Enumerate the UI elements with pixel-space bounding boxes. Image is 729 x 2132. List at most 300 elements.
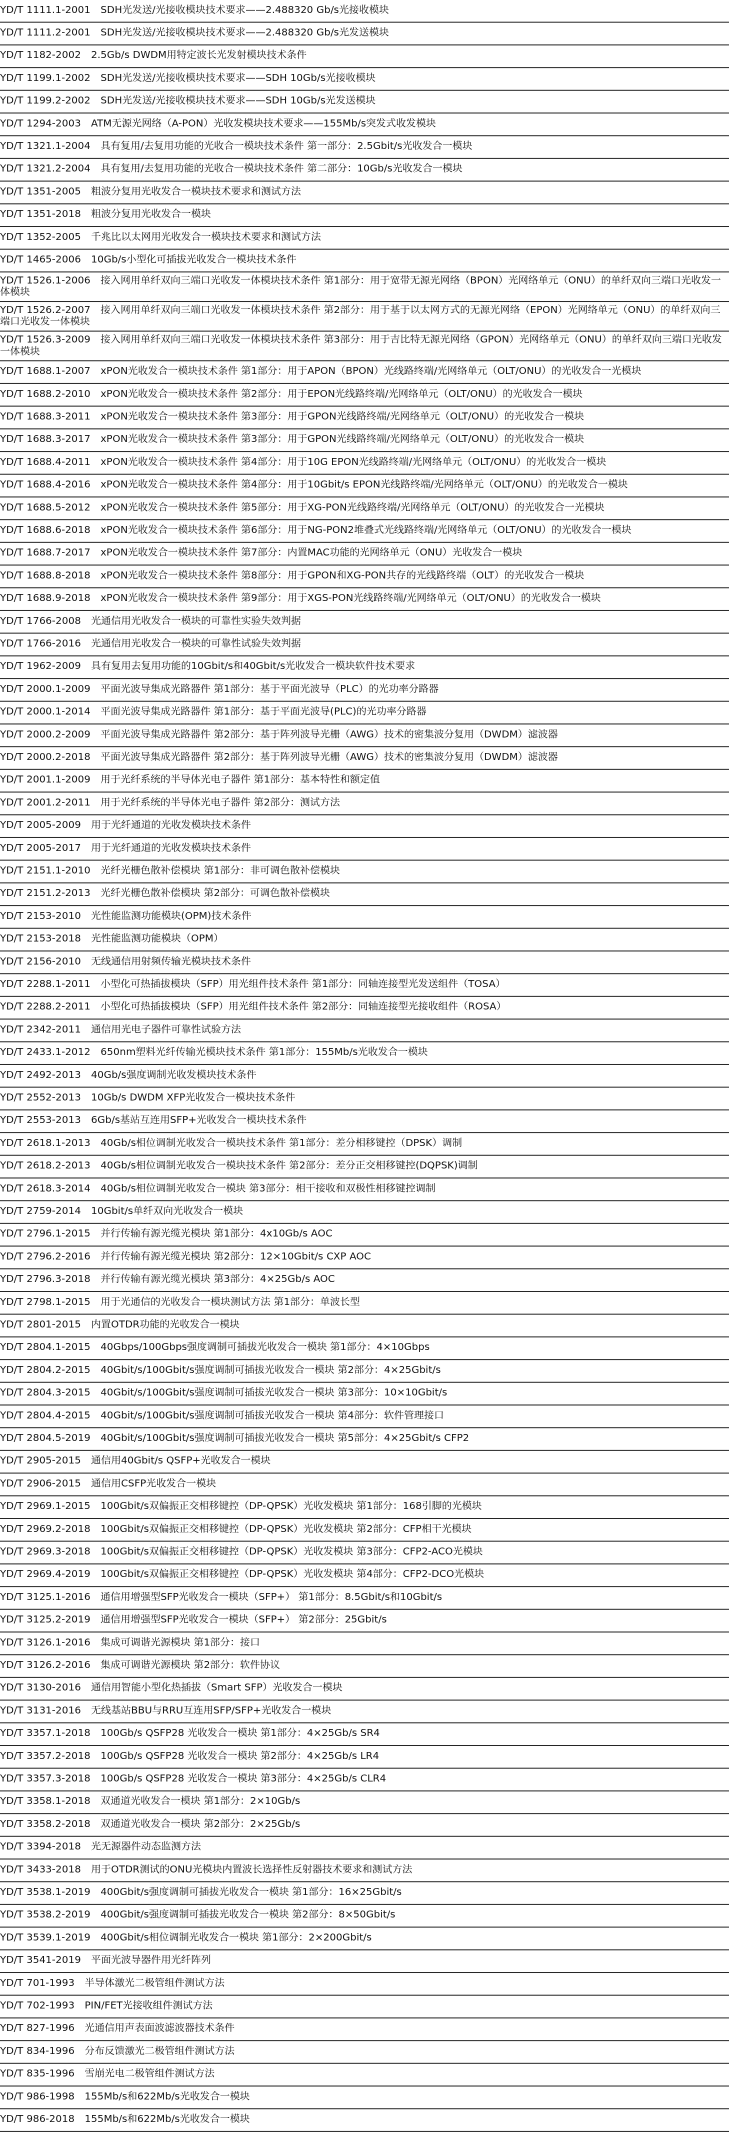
row-text: [0, 1297, 360, 1309]
table-row: [0, 227, 729, 250]
table-row: [0, 656, 729, 679]
standard-title: 用于光纤通道的光收发模块技术条件: [90, 842, 251, 854]
table-row: [0, 906, 729, 929]
row-text: [0, 729, 558, 741]
standard-code: YD/T 2798.1-2015: [0, 1296, 91, 1308]
standard-title: 光性能监测功能模块（OPM）: [90, 933, 224, 945]
row-text: [0, 187, 301, 199]
row-text: [0, 275, 725, 298]
standard-code: YD/T 2552-2013: [0, 1092, 81, 1104]
table-row: [0, 1133, 729, 1156]
standard-title: 光通信用光收发合一模块的可靠性实验失效判据: [90, 615, 301, 627]
table-row: [0, 1065, 729, 1088]
standard-title: 光无源器件动态监测方法: [90, 1841, 201, 1853]
row-text: [0, 1887, 402, 1899]
standard-title: 通信用增强型SFP光收发合一模块（SFP+） 第1部分：8.5Gbit/s和10Gbit/s: [100, 1592, 443, 1603]
table-row: [0, 1791, 729, 1814]
standard-code: YD/T 1111.2-2001: [0, 27, 91, 39]
standard-code: YD/T 702-1993: [0, 2000, 75, 2012]
table-row: [0, 724, 729, 747]
standard-code: YD/T 1766-2016: [0, 638, 81, 650]
standard-code: YD/T 2969.3-2018: [0, 1546, 91, 1558]
row-text: [0, 1070, 256, 1082]
standard-code: YD/T 2000.1-2014: [0, 706, 91, 718]
standard-code: YD/T 2969.2-2018: [0, 1523, 91, 1535]
row-text: [0, 1410, 444, 1422]
table-row: [0, 1405, 729, 1428]
row-text: [0, 775, 380, 787]
row-text: [0, 164, 462, 176]
table-row: [0, 588, 729, 611]
table-row: [0, 23, 729, 46]
standard-title: 光通信用声表面波滤波器技术条件: [84, 2023, 235, 2035]
table-row: [0, 1655, 729, 1678]
table-row: [0, 1201, 729, 1224]
row-text: [0, 1524, 472, 1536]
table-row: [0, 204, 729, 227]
row-text: [0, 1115, 307, 1127]
row-text: [0, 502, 605, 514]
row-text: [0, 639, 301, 651]
standard-title: 具有复用/去复用功能的光收合一模块技术条件 第二部分：10Gb/s光收发合一模块: [100, 163, 463, 175]
table-row: [0, 136, 729, 159]
table-row: [0, 1474, 729, 1497]
standard-title: 400Gbit/s强度调制可插拔光收发合一模块 第1部分：16×25Gbit/s: [100, 1887, 402, 1899]
standard-title: 千兆比以太网用光收发合一模块技术要求和测试方法: [90, 231, 321, 243]
standard-title: 无线基站BBU与RRU互连用SFP/SFP+光收发合一模块: [90, 1705, 332, 1717]
standard-code: YD/T 2153-2010: [0, 911, 81, 922]
row-text: [0, 1342, 430, 1354]
standard-code: YD/T 1111.1-2001: [0, 4, 91, 16]
standard-title: 具有复用去复用功能的10Gbit/s和40Gbit/s光收发合一模块软件技术要求: [90, 661, 416, 673]
standard-code: YD/T 2342-2011: [0, 1024, 81, 1036]
row-text: [0, 1933, 372, 1945]
table-row: [0, 861, 729, 884]
standard-code: YD/T 2288.2-2011: [0, 1001, 91, 1013]
standard-title: 100Gb/s QSFP28 光收发合一模块 第3部分：4×25Gb/s CLR4: [100, 1773, 387, 1785]
table-row: [0, 182, 729, 205]
row-text: [0, 2046, 235, 2058]
standard-title: 155Mb/s和622Mb/s光收发合一模块: [84, 2091, 250, 2103]
row-text: [0, 548, 522, 560]
standard-code: YD/T 3433-2018: [0, 1864, 81, 1876]
row-text: [0, 1683, 343, 1695]
row-text: [0, 956, 251, 968]
standard-code: YD/T 3357.2-2018: [0, 1750, 91, 1762]
standard-code: YD/T 2288.1-2011: [0, 979, 91, 990]
standard-title: 平面光波导集成光路器件 第1部分：基于平面光波导(PLC)的光功率分路器: [100, 706, 427, 718]
standard-code: YD/T 1199.1-2002: [0, 73, 91, 84]
table-row: [0, 997, 729, 1020]
row-text: [0, 1002, 506, 1014]
row-text: [0, 1229, 332, 1241]
row-text: [0, 457, 606, 469]
table-row: [0, 1292, 729, 1315]
table-row: [0, 1020, 729, 1043]
standard-code: YD/T 1351-2018: [0, 209, 81, 221]
standard-title: 40Gb/s强度调制光收发模块技术条件: [90, 1069, 257, 1081]
standard-code: YD/T 827-1996: [0, 2023, 75, 2035]
standard-code: YD/T 1351-2005: [0, 186, 81, 198]
row-text: [0, 2001, 213, 2013]
standard-title: 分布反馈激光二极管组件测试方法: [84, 2046, 235, 2057]
row-text: [0, 1774, 386, 1786]
standard-title: 2.5Gb/s DWDM用特定波长光发射模块技术条件: [90, 50, 307, 62]
standard-code: YD/T 3357.1-2018: [0, 1728, 91, 1740]
row-text: [0, 1388, 447, 1400]
table-row: [0, 1678, 729, 1701]
row-text: [0, 1183, 435, 1195]
standard-title: xPON光收发合一模块技术条件 第1部分：用于APON（BPON）光线路终端/光网络单元（OLT/ONU）的光收发合一光模块: [100, 366, 642, 378]
table-row: [0, 384, 729, 407]
standard-code: YD/T 2553-2013: [0, 1115, 81, 1127]
standard-code: YD/T 2618.2-2013: [0, 1160, 91, 1172]
standard-code: YD/T 3126.2-2016: [0, 1660, 91, 1671]
row-text: [0, 366, 641, 378]
row-text: [0, 1138, 462, 1150]
table-row: [0, 974, 729, 997]
standard-code: YD/T 701-1993: [0, 1977, 75, 1989]
standard-title: 小型化可热插拔模块（SFP）用光组件技术条件 第2部分：同轴连接型光接收组件（ROSA）: [100, 1001, 507, 1013]
standard-code: YD/T 3539.1-2019: [0, 1932, 91, 1944]
standard-code: YD/T 2804.5-2019: [0, 1433, 91, 1444]
standard-title: 平面光波导器件用光纤阵列: [90, 1955, 211, 1967]
row-text: [0, 1047, 428, 1059]
standard-title: 40Gb/s相位调制光收发合一模块 第3部分：相干接收和双极性相移键控调制: [100, 1183, 436, 1195]
table-row: [0, 0, 729, 23]
standard-code: YD/T 3125.1-2016: [0, 1592, 91, 1603]
table-row: [0, 634, 729, 657]
standard-title: SDH光发送/光接收模块技术要求——2.488320 Gb/s光发送模块: [100, 27, 390, 39]
standard-title: 平面光波导集成光路器件 第2部分：基于阵列波导光栅（AWG）技术的密集波分复用（DWDM）滤波器: [100, 752, 558, 763]
table-row: [0, 1746, 729, 1769]
table-row: [0, 1110, 729, 1133]
standard-title: 40Gb/s相位调制光收发合一模块技术条件 第1部分：差分相移键控（DPSK）调制: [100, 1138, 463, 1149]
standard-code: YD/T 3541-2019: [0, 1955, 81, 1967]
row-text: [0, 434, 584, 446]
table-row: [0, 1928, 729, 1951]
row-text: [0, 866, 340, 878]
standard-title: 通信用增强型SFP光收发合一模块（SFP+） 第2部分：25Gbit/s: [100, 1614, 387, 1626]
table-row: [0, 1315, 729, 1338]
row-text: [0, 2069, 215, 2081]
table-row: [0, 929, 729, 952]
row-text: [0, 73, 376, 85]
standard-code: YD/T 3358.1-2018: [0, 1796, 91, 1808]
standard-code: YD/T 1199.2-2002: [0, 95, 91, 107]
row-text: [0, 707, 426, 719]
standard-code: YD/T 1526.3-2009: [0, 334, 91, 346]
table-row: [0, 770, 729, 793]
standard-code: YD/T 3125.2-2019: [0, 1614, 91, 1626]
table-row: [0, 2064, 729, 2087]
table-row: [0, 1360, 729, 1383]
table-row: [0, 1247, 729, 1270]
standard-title: 平面光波导集成光路器件 第1部分：基于平面光波导（PLC）的光功率分路器: [100, 683, 439, 695]
standard-code: YD/T 1688.3-2011: [0, 411, 91, 423]
standard-code: YD/T 2804.3-2015: [0, 1387, 91, 1399]
row-text: [0, 1569, 484, 1581]
row-text: [0, 797, 340, 809]
table-row: [0, 361, 729, 384]
row-text: [0, 1615, 387, 1627]
standard-title: xPON光收发合一模块技术条件 第5部分：用于XG-PON光线路终端/光网络单元（OLT/ONU）的光收发合一光模块: [100, 502, 605, 514]
row-text: [0, 1320, 240, 1332]
standard-code: YD/T 1321.2-2004: [0, 163, 91, 175]
table-row: [0, 68, 729, 91]
standard-code: YD/T 2796.1-2015: [0, 1228, 91, 1240]
table-row: [0, 951, 729, 974]
table-row: [0, 159, 729, 182]
table-row: [0, 1337, 729, 1360]
standard-code: YD/T 2005-2017: [0, 842, 81, 854]
standard-code: YD/T 3358.2-2018: [0, 1819, 91, 1830]
row-text: [0, 1978, 225, 1990]
row-text: [0, 255, 296, 267]
standard-title: xPON光收发合一模块技术条件 第2部分：用于EPON光线路终端/光网络单元（OLT/ONU）的光收发合一模块: [100, 388, 583, 400]
row-text: [0, 1660, 280, 1672]
standard-title: xPON光收发合一模块技术条件 第3部分：用于GPON光线路终端/光网络单元（OLT/ONU）的光收发合一模块: [100, 434, 585, 446]
table-row: [0, 497, 729, 520]
standard-code: YD/T 2433.1-2012: [0, 1047, 91, 1059]
table-row: [0, 114, 729, 137]
row-text: [0, 50, 307, 62]
table-row: [0, 1860, 729, 1883]
row-text: [0, 305, 725, 328]
standard-code: YD/T 1688.2-2010: [0, 388, 91, 400]
standard-code: YD/T 1352-2005: [0, 231, 81, 243]
row-text: [0, 1819, 300, 1831]
row-text: [0, 1864, 412, 1876]
standard-title: 40Gbit/s/100Gbit/s强度调制可插拔光收发合一模块 第4部分：软件管理接口: [100, 1410, 444, 1422]
standard-title: 10Gb/s DWDM XFP光收发合一模块技术条件: [90, 1092, 296, 1104]
standard-title: 6Gb/s基站互连用SFP+光收发合一模块技术条件: [90, 1115, 307, 1127]
row-text: [0, 389, 583, 401]
standard-title: 40Gbit/s/100Gbit/s强度调制可插拔光收发合一模块 第2部分：4×25Gbit/s: [100, 1365, 441, 1376]
table-row: [0, 1542, 729, 1565]
row-text: [0, 570, 584, 582]
table-row: [0, 611, 729, 634]
standard-title: SDH光发送/光接收模块技术要求——SDH 10Gb/s光发送模块: [100, 95, 376, 107]
standard-title: 粗波分复用光收发合一模块: [90, 209, 211, 221]
standard-title: 具有复用/去复用功能的光收合一模块技术条件 第一部分：2.5Gbit/s光收发合一模块: [100, 141, 473, 152]
standard-title: 集成可调谐光源模块 第1部分：接口: [100, 1637, 261, 1649]
row-text: [0, 2023, 235, 2035]
standard-code: YD/T 1688.8-2018: [0, 570, 91, 582]
standard-title: 用于光通信的光收发合一模块测试方法 第1部分：单波长型: [100, 1296, 361, 1308]
standard-code: YD/T 1321.1-2004: [0, 141, 91, 152]
standard-code: YD/T 1526.1-2006: [0, 275, 91, 287]
standard-title: 155Mb/s和622Mb/s光收发合一模块: [84, 2114, 250, 2126]
table-row: [0, 1973, 729, 1996]
table-row: [0, 566, 729, 589]
row-text: [0, 1456, 271, 1468]
row-text: [0, 888, 330, 900]
standard-code: YD/T 3357.3-2018: [0, 1773, 91, 1785]
table-row: [0, 793, 729, 816]
table-row: [0, 452, 729, 475]
standard-code: YD/T 986-2018: [0, 2114, 75, 2126]
row-text: [0, 1751, 379, 1763]
table-row: [0, 1564, 729, 1587]
standard-code: YD/T 2000.1-2009: [0, 683, 91, 695]
standard-title: 用于光纤系统的半导体光电子器件 第2部分：测试方法: [100, 797, 341, 809]
standard-title: 100Gbit/s双偏振正交相移键控（DP-QPSK）光收发模块 第3部分：CFP2-ACO光模块: [100, 1546, 483, 1558]
standard-title: 通信用40Gbit/s QSFP+光收发合一模块: [90, 1455, 271, 1467]
standard-code: YD/T 2153-2018: [0, 933, 81, 945]
table-row: [0, 702, 729, 725]
standard-title: 集成可调谐光源模块 第2部分：软件协议: [100, 1660, 281, 1671]
standard-title: 100Gb/s QSFP28 光收发合一模块 第2部分：4×25Gb/s LR4: [100, 1750, 380, 1762]
row-text: [0, 1728, 380, 1740]
table-row: [0, 838, 729, 861]
table-row: [0, 1451, 729, 1474]
table-row: [0, 1723, 729, 1746]
standard-title: 40Gb/s相位调制光收发合一模块技术条件 第2部分：差分正交相移键控(DQPSK)调制: [100, 1160, 478, 1172]
row-text: [0, 96, 376, 108]
table-row: [0, 1769, 729, 1792]
standard-title: 400Gbit/s相位调制光收发合一模块 第1部分：2×200Gbit/s: [100, 1932, 372, 1944]
standard-title: SDH光发送/光接收模块技术要求——SDH 10Gb/s光接收模块: [100, 73, 376, 84]
standard-title: 接入网用单纤双向三端口光收发一体模块技术条件 第3部分：用于吉比特无源光网络（GPON）光网络单元（ONU）的单纤双向三端口光收发一体模块: [0, 334, 722, 357]
standard-code: YD/T 2801-2015: [0, 1319, 81, 1331]
table-row: [0, 250, 729, 273]
standard-code: YD/T 1688.7-2017: [0, 547, 91, 559]
standard-code: YD/T 2804.2-2015: [0, 1365, 91, 1376]
standard-title: 接入网用单纤双向三端口光收发一体模块技术条件 第1部分：用于宽带无源光网络（BPON）光网络单元（ONU）的单纤双向三端口光收发一体模块: [0, 275, 721, 298]
standard-code: YD/T 2905-2015: [0, 1455, 81, 1467]
standard-title: 平面光波导集成光路器件 第2部分：基于阵列波导光栅（AWG）技术的密集波分复用（DWDM）滤波器: [100, 729, 558, 741]
table-row: [0, 45, 729, 68]
standard-code: YD/T 3538.1-2019: [0, 1887, 91, 1899]
row-text: [0, 118, 436, 130]
standard-code: YD/T 1962-2009: [0, 661, 81, 673]
standard-code: YD/T 3131-2016: [0, 1705, 81, 1717]
row-text: [0, 752, 558, 764]
table-row: [0, 1587, 729, 1610]
standard-code: YD/T 2001.1-2009: [0, 774, 91, 786]
standard-title: 通信用智能小型化热插拔（Smart SFP）光收发合一模块: [90, 1682, 343, 1694]
standard-title: 半导体激光二极管组件测试方法: [84, 1977, 225, 1989]
standard-code: YD/T 2001.2-2011: [0, 797, 91, 809]
table-row: [0, 543, 729, 566]
standard-title: 用于OTDR测试的ONU光模块内置波长选择性反射器技术要求和测试方法: [90, 1864, 413, 1876]
row-text: [0, 480, 628, 492]
row-text: [0, 1025, 241, 1037]
standard-code: YD/T 2000.2-2018: [0, 752, 91, 763]
standard-title: xPON光收发合一模块技术条件 第4部分：用于10Gbit/s EPON光线路终端/光网络单元（OLT/ONU）的光收发合一模块: [100, 479, 628, 491]
table-row: [0, 679, 729, 702]
table-row: [0, 1428, 729, 1451]
row-text: [0, 5, 389, 17]
standard-code: YD/T 3538.2-2019: [0, 1909, 91, 1921]
standard-code: YD/T 1688.4-2011: [0, 456, 91, 468]
table-row: [0, 302, 729, 332]
row-text: [0, 1547, 483, 1559]
table-row: [0, 91, 729, 114]
row-text: [0, 843, 251, 855]
table-row: [0, 1224, 729, 1247]
standard-code: YD/T 2796.2-2016: [0, 1251, 91, 1263]
standard-title: 通信用CSFP光收发合一模块: [90, 1478, 217, 1490]
table-row: [0, 1837, 729, 1860]
row-text: [0, 661, 415, 673]
table-row: [0, 815, 729, 838]
table-row: [0, 1882, 729, 1905]
standard-title: 10Gb/s小型化可插拔光收发合一模块技术条件: [90, 254, 297, 266]
table-row: [0, 475, 729, 498]
table-row: [0, 1905, 729, 1928]
row-text: [0, 1501, 482, 1513]
row-text: [0, 934, 224, 946]
table-row: [0, 747, 729, 770]
row-text: [0, 1252, 371, 1264]
row-text: [0, 1955, 211, 1967]
standard-title: 双通道光收发合一模块 第1部分：2×10Gb/s: [100, 1796, 301, 1808]
row-text: [0, 1274, 335, 1286]
standard-title: 无线通信用射频传输光模块技术条件: [90, 956, 251, 968]
standard-title: 光纤光栅色散补偿模块 第2部分：可调色散补偿模块: [100, 888, 331, 900]
row-text: [0, 232, 321, 244]
standard-code: YD/T 1688.3-2017: [0, 434, 91, 446]
standard-title: xPON光收发合一模块技术条件 第3部分：用于GPON光线路终端/光网络单元（OLT/ONU）的光收发合一模块: [100, 411, 585, 423]
standard-title: 400Gbit/s强度调制可插拔光收发合一模块 第2部分：8×50Gbit/s: [100, 1909, 396, 1921]
table-row: [0, 1610, 729, 1633]
row-text: [0, 684, 439, 696]
standard-code: YD/T 3126.1-2016: [0, 1637, 91, 1649]
standard-title: 内置OTDR功能的光收发合一模块: [90, 1319, 240, 1331]
row-text: [0, 1706, 331, 1718]
standard-title: xPON光收发合一模块技术条件 第6部分：用于NG-PON2堆叠式光线路终端/光网络单元（OLT/ONU）的光收发合一模块: [100, 525, 632, 536]
row-text: [0, 2091, 250, 2103]
standard-title: 100Gb/s QSFP28 光收发合一模块 第1部分：4×25Gb/s SR4: [100, 1728, 380, 1740]
standard-code: YD/T 2151.1-2010: [0, 865, 91, 877]
row-text: [0, 525, 632, 537]
standard-code: YD/T 1688.4-2016: [0, 479, 91, 491]
standard-code: YD/T 2000.2-2009: [0, 729, 91, 741]
standard-title: 粗波分复用光收发合一模块技术要求和测试方法: [90, 186, 301, 198]
row-text: [0, 1365, 441, 1377]
row-text: [0, 1161, 478, 1173]
standard-code: YD/T 1182-2002: [0, 50, 81, 62]
row-text: [0, 1592, 442, 1604]
standard-title: ATM无源光网络（A-PON）光收发模块技术要求——155Mb/s突发式收发模块: [90, 118, 437, 130]
table-row: [0, 520, 729, 543]
table-row: [0, 332, 729, 362]
table-row: [0, 1701, 729, 1724]
row-text: [0, 412, 584, 424]
standard-code: YD/T 2156-2010: [0, 956, 81, 968]
table-row: [0, 1383, 729, 1406]
standard-title: PIN/FET光接收组件测试方法: [84, 2000, 213, 2012]
row-text: [0, 1910, 395, 1922]
standard-title: 40Gbit/s/100Gbit/s强度调制可插拔光收发合一模块 第5部分：4×25Gbit/s CFP2: [100, 1433, 470, 1444]
table-row: [0, 2087, 729, 2110]
table-row: [0, 1156, 729, 1179]
standard-title: 用于光纤系统的半导体光电子器件 第1部分：基本特性和额定值: [100, 774, 381, 786]
standard-title: 接入网用单纤双向三端口光收发一体模块技术条件 第2部分：用于基于以太网方式的无源光网络（EPON）光网络单元（ONU）的单纤双向三端口光收发一体模块: [0, 304, 721, 328]
standard-code: YD/T 2796.3-2018: [0, 1274, 91, 1286]
standard-title: 10Gbit/s单纤双向光收发合一模块: [90, 1206, 244, 1217]
standard-title: SDH光发送/光接收模块技术要求——2.488320 Gb/s光接收模块: [100, 4, 390, 16]
table-row: [0, 1996, 729, 2019]
standard-title: 双通道光收发合一模块 第2部分：2×25Gb/s: [100, 1819, 301, 1830]
standard-title: 并行传输有源光缆光模块 第2部分：12×10Gbit/s CXP AOC: [100, 1251, 371, 1263]
standard-title: 并行传输有源光缆光模块 第1部分：4x10Gb/s AOC: [100, 1228, 333, 1240]
row-text: [0, 1796, 300, 1808]
standard-title: 100Gbit/s双偏振正交相移键控（DP-QPSK）光收发模块 第4部分：CFP2-DCO光模块: [100, 1569, 485, 1581]
standard-code: YD/T 2804.4-2015: [0, 1410, 91, 1422]
